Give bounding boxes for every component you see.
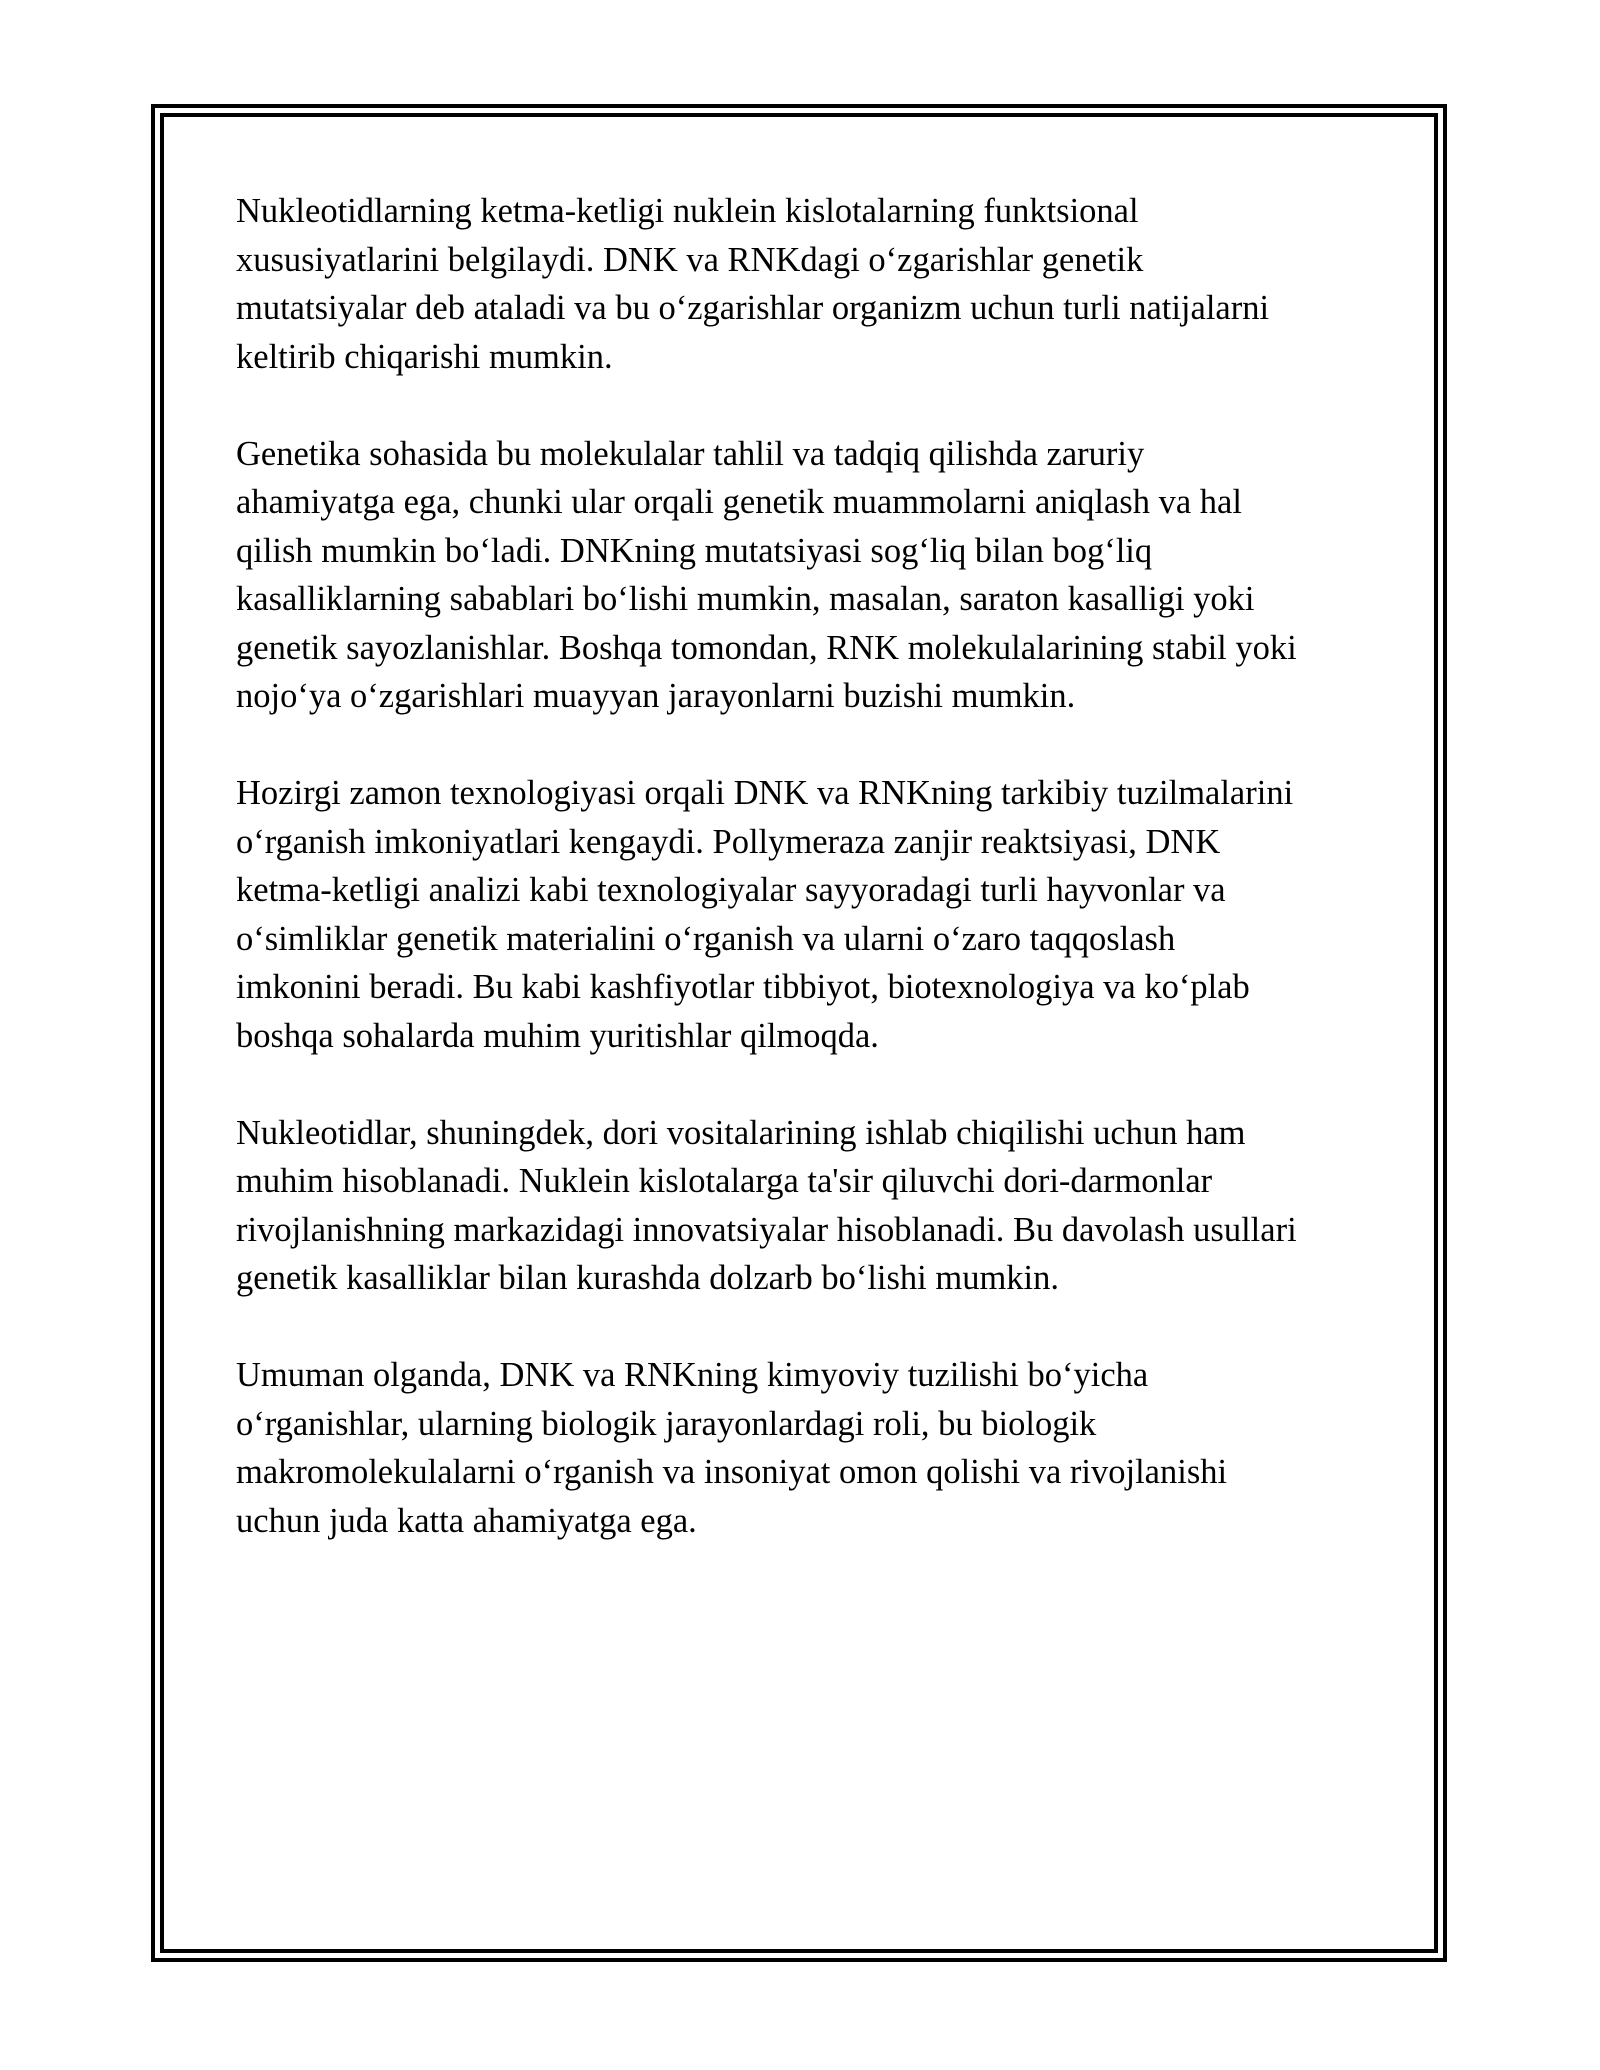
paragraph-5: Umuman olganda, DNK va RNKning kimyoviy tuzilishi bo‘yicha o‘rganishlar, ularning biologik jarayonlardagi roli, bu biologik makromolekulalarni o‘rganish va insoniyat omon qolishi va rivojlanishi uchun juda katta ahamiyatga ega. — [236, 1356, 1228, 1540]
paragraph-1: Nukleotidlarning ketma-ketligi nuklein kislotalarning funktsional xususiyatlarini belgilaydi. DNK va RNKdagi o‘zgarishlar genetik mutatsiyalar deb ataladi va bu o‘zgarishlar organizm uchun turli natijalarni keltirib chiqarishi mumkin. — [236, 192, 1270, 376]
paragraph-4: Nukleotidlar, shuningdek, dori vositalarining ishlab chiqilishi uchun ham muhim hisoblanadi. Nuklein kislotalarga ta'sir qiluvchi dori-darmonlar rivojlanishning markazidagi innovatsiyalar hisoblanadi. Bu davolash usullari genetik kasalliklar bilan kurashda dolzarb bo‘lishi mumkin. — [236, 1113, 1297, 1297]
paragraph-3: Hozirgi zamon texnologiyasi orqali DNK va RNKning tarkibiy tuzilmalarini o‘rganish imkoniyatlari kengaydi. Pollymeraza zanjir reaktsiyasi, DNK ketma-ketligi analizi kabi texnologiyalar sayyoradagi turli hayvonlar va o‘simliklar genetik materialini o‘rganish va ularni o‘zaro taqqoslash imkonini beradi. Bu kabi kashfiyotlar tibbiyot, biotexnologiya va ko‘plab boshqa sohalarda muhim yuritishlar qilmoqda. — [236, 774, 1294, 1055]
document-body — [236, 187, 1376, 1594]
paragraph-2: Genetika sohasida bu molekulalar tahlil va tadqiq qilishda zaruriy ahamiyatga ega, chunki ular orqali genetik muammolarni aniqlash va hal qilish mumkin bo‘ladi. DNKning mutatsiyasi sog‘liq bilan bog‘liq kasalliklarning sabablari bo‘lishi mumkin, masalan, saraton kasalligi yoki genetik sayozlanishlar. Boshqa tomondan, RNK molekulalarining stabil yoki nojo‘ya o‘zgarishlari muayyan jarayonlarni buzishi mumkin. — [236, 434, 1297, 715]
